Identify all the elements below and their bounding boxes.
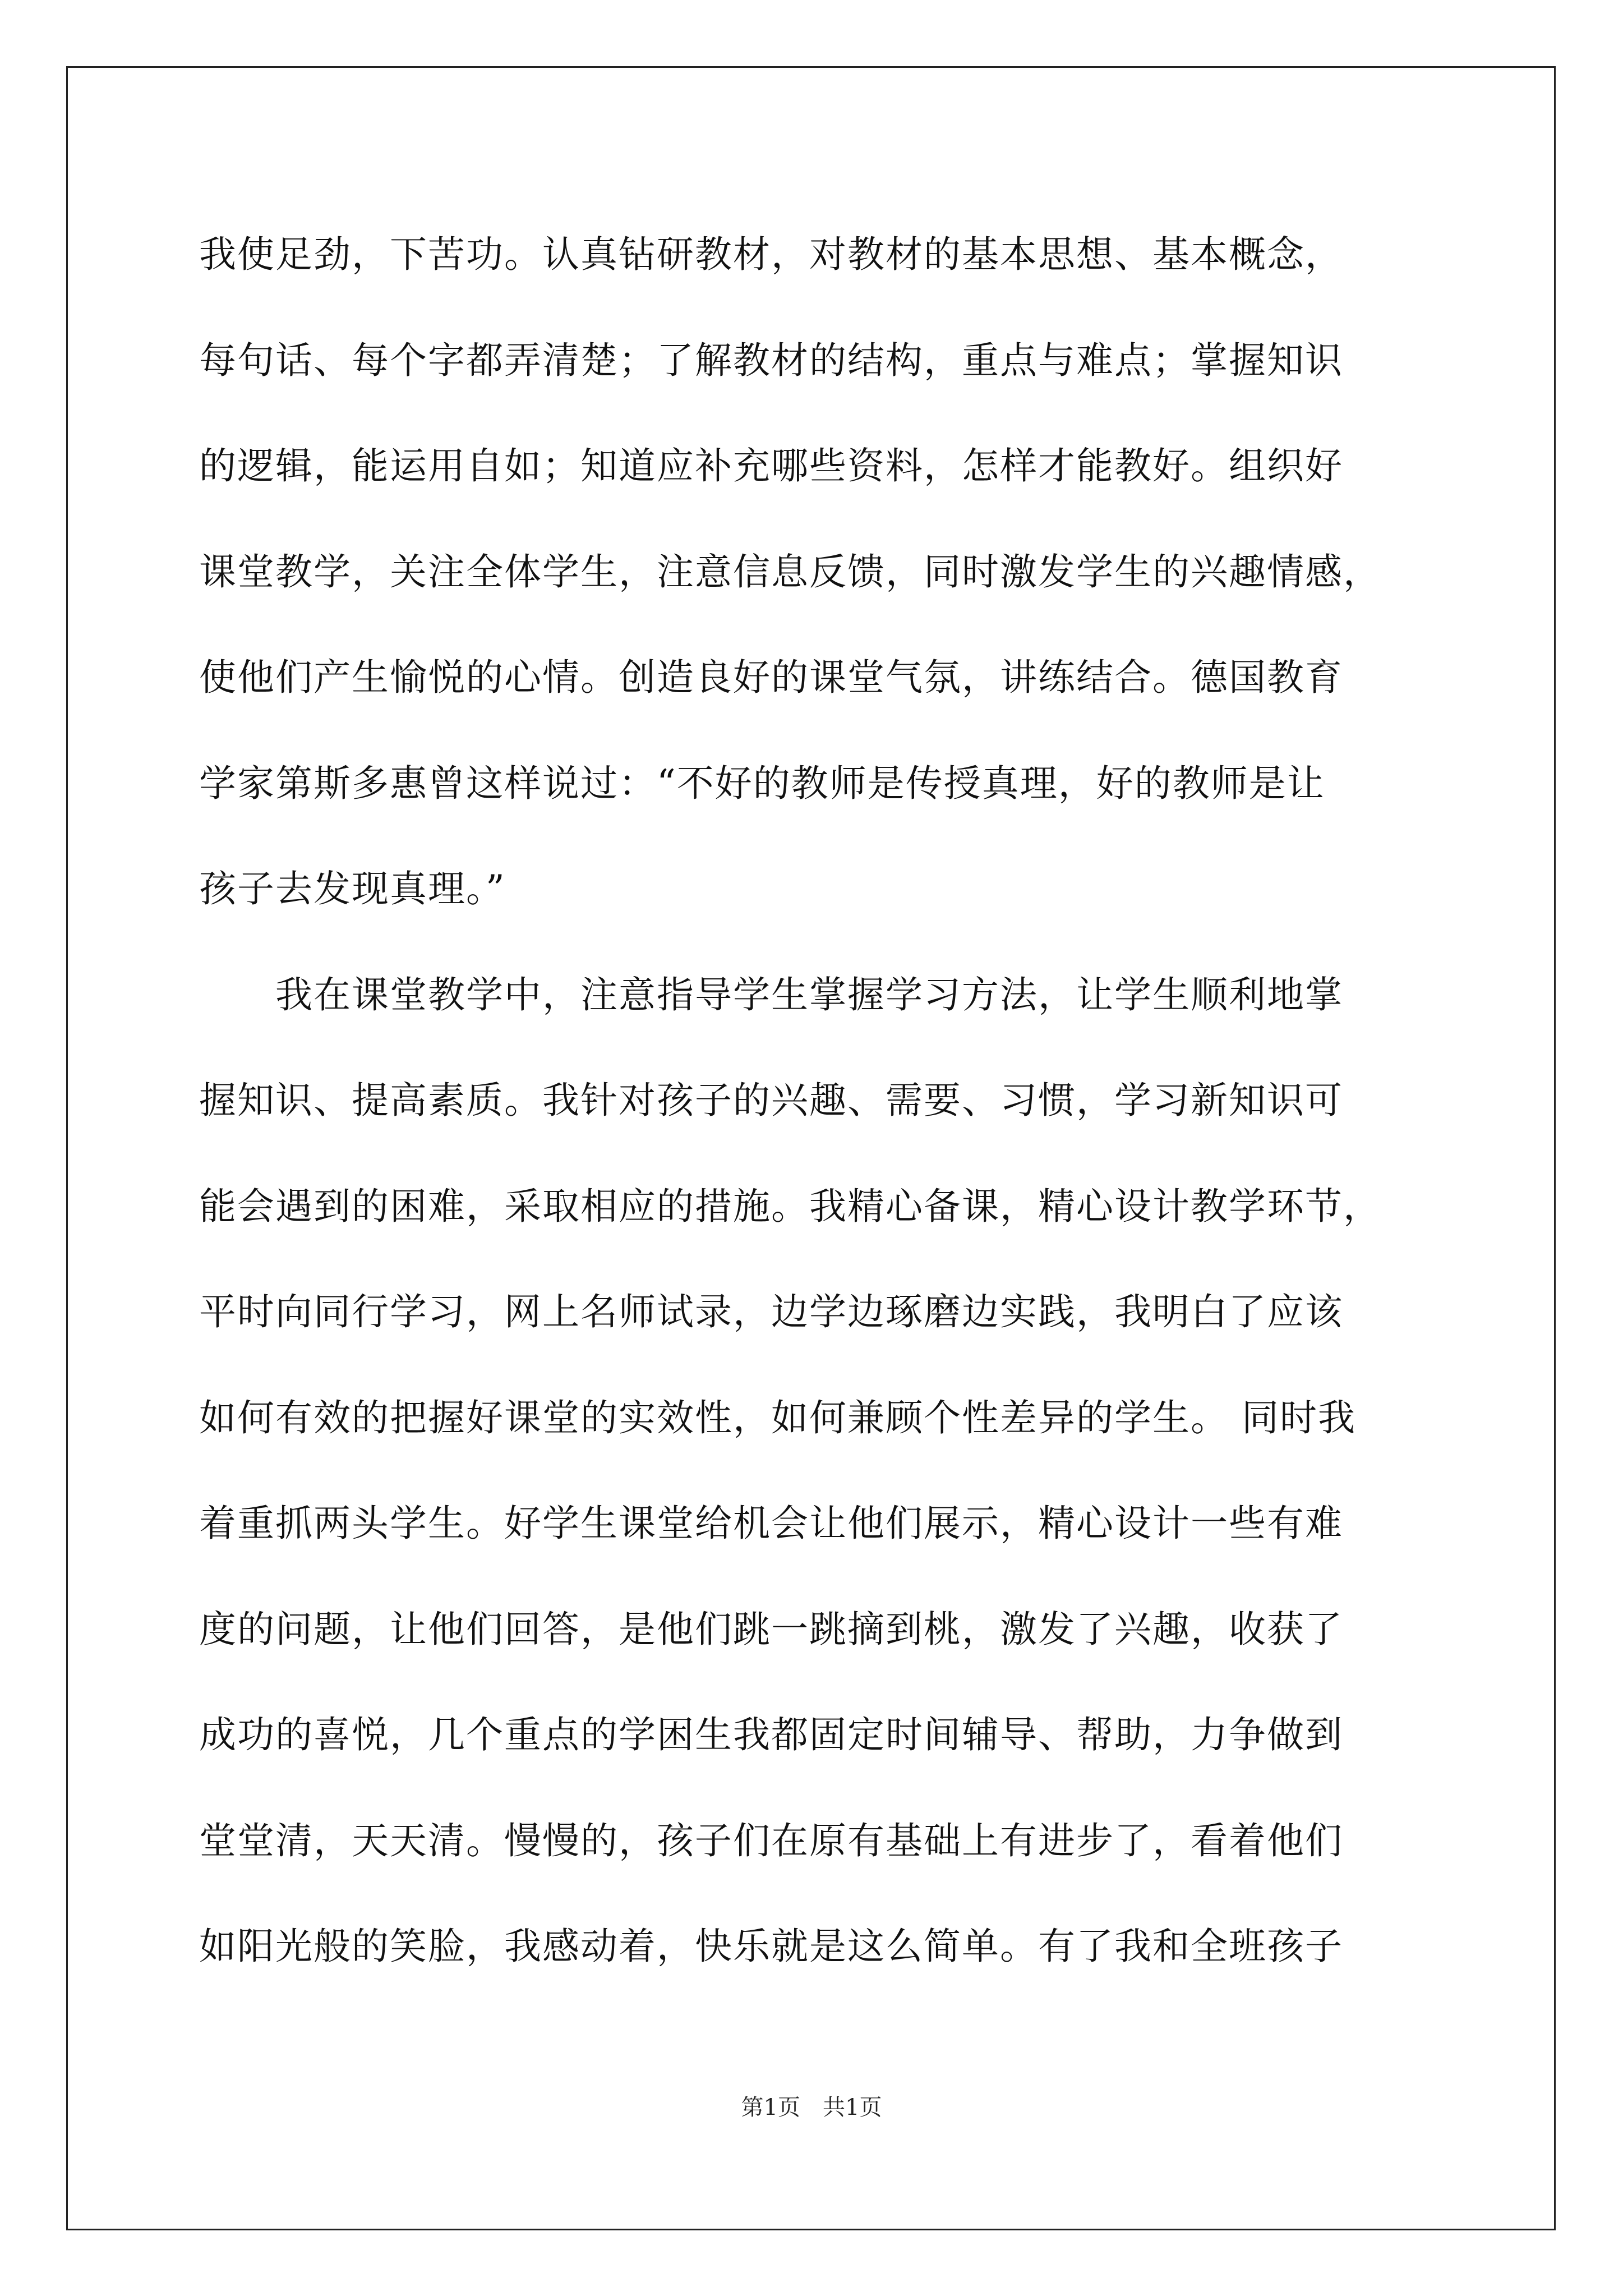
body-line: 握知识、提高素质。我针对孩子的兴趣、需要、习惯，学习新知识可	[199, 1079, 1343, 1122]
body-line: 能会遇到的困难，采取相应的措施。我精心备课，精心设计教学环节，	[199, 1184, 1381, 1228]
body-line: 平时向同行学习，网上名师试录，边学边琢磨边实践，我明白了应该	[199, 1290, 1343, 1333]
body-line: 着重抓两头学生。好学生课堂给机会让他们展示，精心设计一些有难	[199, 1502, 1343, 1545]
body-line: 的逻辑，能运用自如；知道应补充哪些资料，怎样才能教好。组织好	[199, 444, 1343, 487]
document-body	[199, 202, 1427, 2000]
body-line: 度的问题，让他们回答，是他们跳一跳摘到桃，激发了兴趣，收获了	[199, 1607, 1343, 1651]
body-line: 如何有效的把握好课堂的实效性，如何兼顾个性差异的学生。 同时我	[199, 1396, 1356, 1439]
body-line: 使他们产生愉悦的心情。创造良好的课堂气氛，讲练结合。德国教育	[199, 656, 1343, 699]
body-line: 孩子去发现真理。”	[199, 867, 506, 910]
body-line: 每句话、每个字都弄清楚；了解教材的结构，重点与难点；掌握知识	[199, 338, 1343, 382]
page-footer: 第1页 共1页	[741, 2095, 882, 2120]
body-line: 堂堂清，天天清。慢慢的，孩子们在原有基础上有进步了，看着他们	[199, 1819, 1343, 1862]
body-line: 课堂教学，关注全体学生，注意信息反馈，同时激发学生的兴趣情感，	[199, 550, 1381, 593]
body-line: 我在课堂教学中，注意指导学生掌握学习方法，让学生顺利地掌	[199, 973, 1343, 1016]
body-line: 成功的喜悦，几个重点的学困生我都固定时间辅导、帮助，力争做到	[199, 1713, 1343, 1756]
body-line: 我使足劲，下苦功。认真钻研教材，对教材的基本思想、基本概念，	[199, 233, 1343, 276]
body-line: 如阳光般的笑脸，我感动着，快乐就是这么简单。有了我和全班孩子	[199, 1925, 1343, 1968]
body-line: 学家第斯多惠曾这样说过：“不好的教师是传授真理，好的教师是让	[199, 761, 1325, 805]
